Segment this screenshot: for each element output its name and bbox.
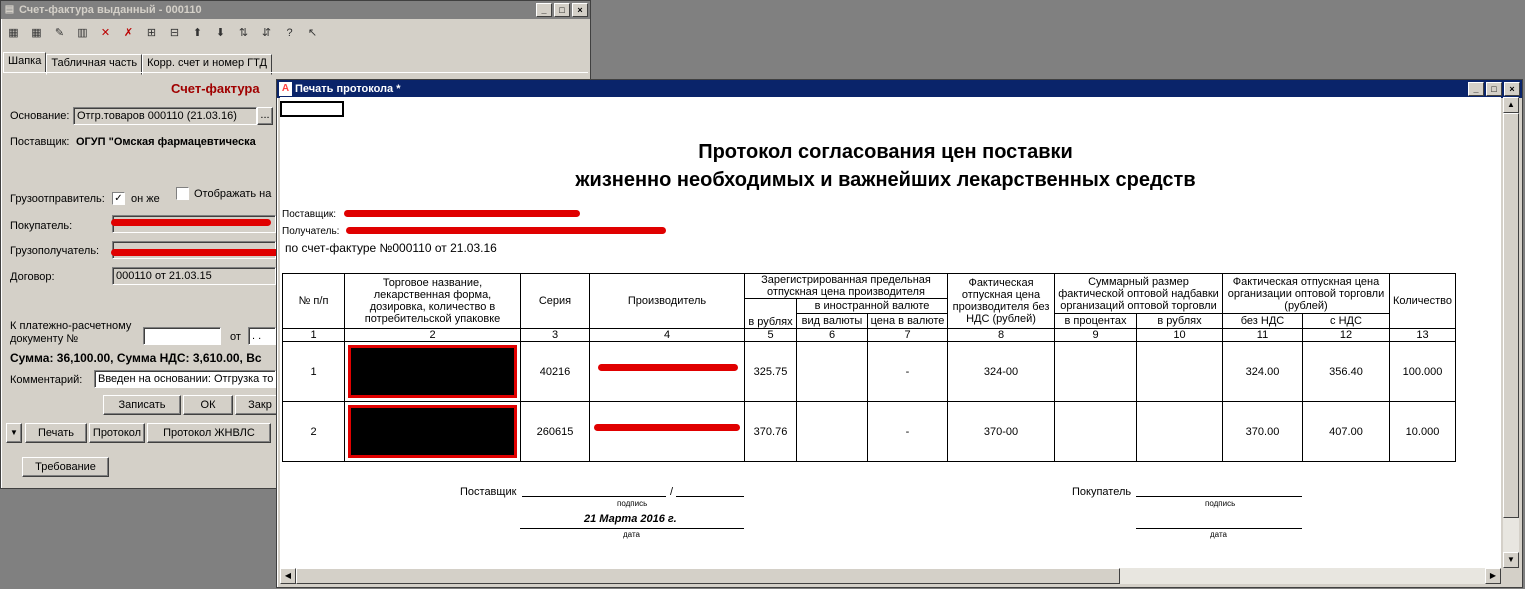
scroll-right-icon[interactable]: ▶ [1485,568,1501,584]
report-page [280,97,1501,568]
delete-icon[interactable]: ✕ [100,27,111,39]
invoice-reference: по счет-фактуре №000110 от 21.03.16 [285,241,497,255]
row-qty: 10.000 [1390,402,1456,462]
minimize-button[interactable]: _ [1468,82,1484,96]
payment-date-field[interactable]: . . [248,327,276,345]
row-series: 260615 [521,402,590,462]
maximize-button[interactable]: □ [1486,82,1502,96]
invoice-title: Счет-фактура выданный - 000110 [19,4,202,16]
redacted-maker-cell [590,402,745,462]
header-rub: в рублях [745,299,797,329]
protocol-zhnvls-button[interactable]: Протокол ЖНВЛС [147,423,271,443]
comment-label: Комментарий: [10,374,83,386]
header-reg-price: Зарегистрированная предельная отпускная цена производителя [745,274,948,299]
col-number: 12 [1303,329,1390,342]
sig-buyer-label: Покупатель [1072,486,1132,498]
header-markup: Суммарный размер фактической оптовой надбавки организаций оптовой торговли [1055,274,1223,314]
horizontal-scrollbar[interactable] [280,568,1501,584]
header-num: № п/п [283,274,345,329]
row-cur-price: - [868,402,948,462]
row-cur-price: - [868,342,948,402]
header-pct: в процентах [1055,314,1137,329]
sig-date-value: 21 Марта 2016 г. [584,513,677,525]
col-number: 11 [1223,329,1303,342]
print-button[interactable]: Печать [25,423,87,443]
vertical-scrollbar[interactable] [1503,97,1519,568]
doc-title-line1: Протокол согласования цен поставки [698,141,1073,163]
row-vat: 407.00 [1303,402,1390,462]
sig-date-caption: дата [623,530,640,539]
col-number: 3 [521,329,590,342]
sig-date-line [520,528,744,529]
header-maker: Производитель [590,274,745,329]
cell-cursor[interactable] [280,101,344,117]
row-actual: 324-00 [948,342,1055,402]
col-number: 4 [590,329,745,342]
sig-buyer-date-caption: дата [1210,530,1227,539]
redaction-mark [111,219,271,226]
redacted-name-cell [345,402,521,462]
move-up-icon[interactable]: ⬆ [192,27,203,39]
close-button[interactable]: × [1504,82,1520,96]
row-num: 2 [283,402,345,462]
header-rub2: в рублях [1137,314,1223,329]
redacted-maker-cell [590,342,745,402]
row-pct [1055,402,1137,462]
supplier-label: Поставщик: [282,209,337,220]
col-number: 5 [745,329,797,342]
redaction-mark [346,227,666,234]
sig-sign-caption: подпись [617,499,648,508]
header-cur-price: цена в валюте [868,314,948,329]
vertical-scroll-thumb[interactable] [1503,113,1519,518]
redaction-mark [594,424,740,431]
tab-divider [3,72,588,73]
save-button[interactable]: Записать [103,395,181,415]
edit-row-icon[interactable]: ✎ [54,27,65,39]
header-series: Серия [521,274,590,329]
help-icon[interactable]: ? [286,27,293,39]
consignee-label: Грузополучатель: [10,245,100,257]
copy-row-icon[interactable]: ▦ [31,27,42,39]
protocol-button[interactable]: Протокол [89,423,145,443]
document-icon: ▤ [4,4,15,15]
sig-buyer-line [1136,496,1302,497]
receiver-label: Получатель: [282,226,340,237]
redacted-name-cell [345,342,521,402]
row-vat: 356.40 [1303,342,1390,402]
doc-title-line2: жизненно необходимых и важнейших лекарственных средств [575,169,1196,191]
row-reg-rub: 370.76 [745,402,797,462]
header-vat: с НДС [1303,314,1390,329]
payment-from-label: от [230,331,241,343]
row-reg-rub: 325.75 [745,342,797,402]
col-number: 1 [283,329,345,342]
print-title: Печать протокола * [295,83,401,95]
horizontal-scroll-thumb[interactable] [296,568,1120,584]
print-menu-arrow[interactable]: ▼ [6,423,22,443]
sig-supplier-label: Поставщик [460,486,517,498]
hierarchy-icon[interactable]: ⊞ [146,27,157,39]
contract-field[interactable]: 000110 от 21.03.15 [112,267,276,285]
protocol-table [282,273,1456,462]
print-protocol-window [276,79,1523,588]
payment-doc-label: К платежно-расчетному документу № [10,320,132,345]
header-qty: Количество [1390,274,1456,329]
redaction-mark [344,210,580,217]
header-actual-price: Фактическая отпускная цена производителя без НДС (рублей) [948,274,1055,329]
row-rub [1137,342,1223,402]
shipper-same-checkbox[interactable]: ✓ [112,192,125,205]
col-number: 9 [1055,329,1137,342]
redaction-mark [598,364,738,371]
sig-supplier-line [522,496,666,497]
row-cur-type [797,342,868,402]
basis-field[interactable]: Отгр.товаров 000110 (21.03.16) [73,107,257,125]
row-rub [1137,402,1223,462]
minimize-button[interactable]: _ [536,3,552,17]
row-cur-type [797,402,868,462]
scroll-up-icon[interactable]: ▲ [1503,97,1519,113]
sig-buyer-sign-caption: подпись [1205,499,1236,508]
tab-header[interactable]: Шапка [3,52,46,73]
shipper-label: Грузоотправитель: [10,193,105,205]
scroll-left-icon[interactable]: ◀ [280,568,296,584]
header-foreign: в иностранной валюте [797,299,948,314]
comment-field[interactable]: Введен на основании: Отгрузка то [94,370,276,388]
invoice-titlebar[interactable] [1,1,590,19]
header-no-vat: без НДС [1223,314,1303,329]
shipper-same-label: он же [131,193,160,205]
col-number: 13 [1390,329,1456,342]
close-form-button[interactable]: Закр [235,395,285,415]
redaction-box [348,405,517,458]
sum-text: Сумма: 36,100.00, Сумма НДС: 3,610.00, Вс [10,351,262,365]
level-icon[interactable]: ⊟ [169,27,180,39]
tab-corr-account[interactable]: Корр. счет и номер ГТД [142,54,272,75]
add-row-icon[interactable]: ▦ [8,27,19,39]
requirement-button[interactable]: Требование [22,457,109,477]
col-number: 6 [797,329,868,342]
supplier-label: Поставщик: [10,136,70,148]
row-pct [1055,342,1137,402]
redaction-mark [111,249,279,256]
maximize-button[interactable]: □ [554,3,570,17]
show-label: Отображать на [194,188,272,200]
col-number: 8 [948,329,1055,342]
row-num: 1 [283,342,345,402]
sort-asc-icon[interactable]: ⇅ [238,27,249,39]
show-checkbox[interactable] [176,187,189,200]
sig-slash: / [670,486,674,498]
table-row [283,402,1456,462]
sig-buyer-date-line [1136,528,1302,529]
header-name: Торговое название, лекарственная форма, дозировка, количество в потребительской упаковке [345,274,521,329]
close-button[interactable]: × [572,3,588,17]
col-number: 10 [1137,329,1223,342]
print-titlebar[interactable] [277,80,1522,98]
row-qty: 100.000 [1390,342,1456,402]
sort-desc-icon[interactable]: ⇵ [261,27,272,39]
group-icon[interactable]: ▥ [77,27,88,39]
invoice-toolbar [3,23,323,47]
col-number: 7 [868,329,948,342]
tab-table[interactable]: Табличная часть [46,54,142,75]
row-no-vat: 324.00 [1223,342,1303,402]
header-cur-type: вид валюты [797,314,868,329]
report-icon: A [279,82,292,96]
redaction-box [348,345,517,398]
row-no-vat: 370.00 [1223,402,1303,462]
supplier-value: ОГУП "Омская фармацевтическа [76,136,256,148]
scroll-down-icon[interactable]: ▼ [1503,552,1519,568]
payment-doc-field[interactable] [143,327,221,345]
basis-select-button[interactable]: ... [257,107,273,125]
row-actual: 370-00 [948,402,1055,462]
mark-delete-icon[interactable]: ✗ [123,27,134,39]
col-number: 2 [345,329,521,342]
ok-button[interactable]: ОК [183,395,233,415]
context-help-icon[interactable]: ↖ [307,27,318,39]
contract-label: Договор: [10,271,55,283]
header-wholesale: Фактическая отпускная цена организации оптовой торговли (рублей) [1223,274,1390,314]
buyer-label: Покупатель: [10,220,73,232]
sig-supplier-line2 [676,496,744,497]
basis-label: Основание: [10,110,70,122]
move-down-icon[interactable]: ⬇ [215,27,226,39]
table-row [283,342,1456,402]
form-heading: Счет-фактура [171,81,260,96]
row-series: 40216 [521,342,590,402]
